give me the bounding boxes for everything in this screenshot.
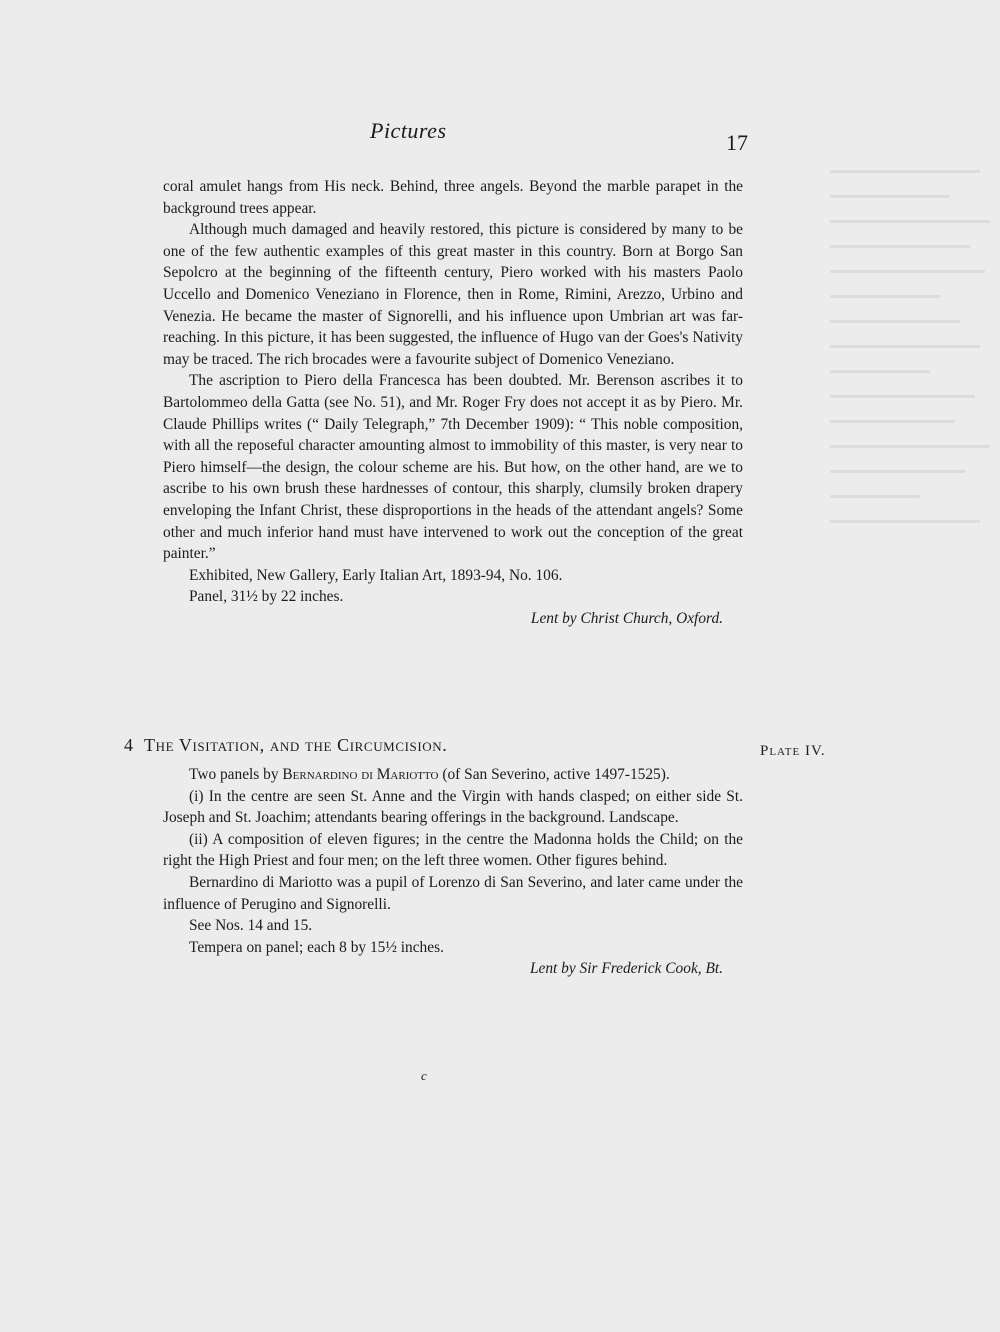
medium-dimensions: Panel, 31½ by 22 inches. xyxy=(189,588,344,606)
running-head: Pictures xyxy=(370,118,447,143)
paragraph: (i) In the centre are seen St. Anne and the Virgin with hands clasped; on either side St. Joseph and St. Joachim; attendants bearing offerings in the background. Landscape. xyxy=(163,787,743,827)
paragraph: Bernardino di Mariotto was a pupil of Lorenzo di San Severino, and later came under the influence of Perugino and Signorelli. xyxy=(163,873,743,913)
medium-dimensions: Tempera on panel; each 8 by 15½ inches. xyxy=(189,938,444,956)
entry-heading xyxy=(124,735,844,765)
artist-name: Bernardino di Mariotto xyxy=(282,766,439,783)
exhibition-note: Exhibited, New Gallery, Early Italian Art, 1893-94, No. 106. xyxy=(189,566,563,584)
bleed-through-text xyxy=(830,170,1000,1070)
cross-reference: See Nos. 14 and 15. xyxy=(189,917,313,935)
continued-entry-text xyxy=(163,176,743,629)
intro-text: (of San Severino, active 1497-1525). xyxy=(438,766,670,783)
entry-number: 4 xyxy=(124,735,133,755)
signature-mark: c xyxy=(421,1068,427,1083)
lender-credit: Lent by Sir Frederick Cook, Bt. xyxy=(529,960,723,978)
paragraph: coral amulet hangs from His neck. Behind, three angels. Beyond the marble parapet in the background trees appear. xyxy=(163,178,743,217)
lender-credit: Lent by Christ Church, Oxford. xyxy=(530,609,723,627)
paragraph: Although much damaged and heavily restored, this picture is considered by many to be one of the few authentic examples of this great master in this country. Born at Borgo San Sepolcro at the beginning of the fifteenth century, Piero worked with his masters Paolo Uccello and Domenico Veneziano in Florence, then in Rome, Rimini, Arezzo, Urbino and Venezia. He became the master of Signorelli, and his influence upon Umbrian art was far-reaching. In this picture, it has been suggested, the influence of Hugo van der Goes's Nativity may be traced. The rich brocades were a favourite subject of Domenico Veneziano. xyxy=(163,221,743,368)
paragraph: (ii) A composition of eleven figures; in the centre the Madonna holds the Child; on the right the High Priest and four men; on the left three women. Other figures behind. xyxy=(163,830,743,870)
intro-text: Two panels by xyxy=(189,766,283,783)
entry-intro xyxy=(163,764,743,786)
plate-reference: Plate IV. xyxy=(760,743,826,759)
entry-title: The Visitation, and the Circumcision. xyxy=(144,735,448,755)
page-number: 17 xyxy=(726,130,748,155)
entry-description xyxy=(163,764,743,980)
paragraph: The ascription to Piero della Francesca has been doubted. Mr. Berenson ascribes it to Bartolommeo della Gatta (see No. 51), and Mr. Roger Fry does not accept it as by Piero. Mr. Claude Phillips writes (“ Daily Telegraph,” 7th December 1909): “ This noble composition, with all the reposeful character amounting almost to immobility of this master, is very near to Piero himself—the design, the colour scheme are his. But how, on the other hand, are we to ascribe to his own brush these hardnesses of contour, this sharply, clumsily broken drapery enveloping the Infant Christ, these disproportions in the heads of the attendant angels? Some other and much inferior hand must have intervened to work out the conception of the great painter.” xyxy=(163,372,743,563)
